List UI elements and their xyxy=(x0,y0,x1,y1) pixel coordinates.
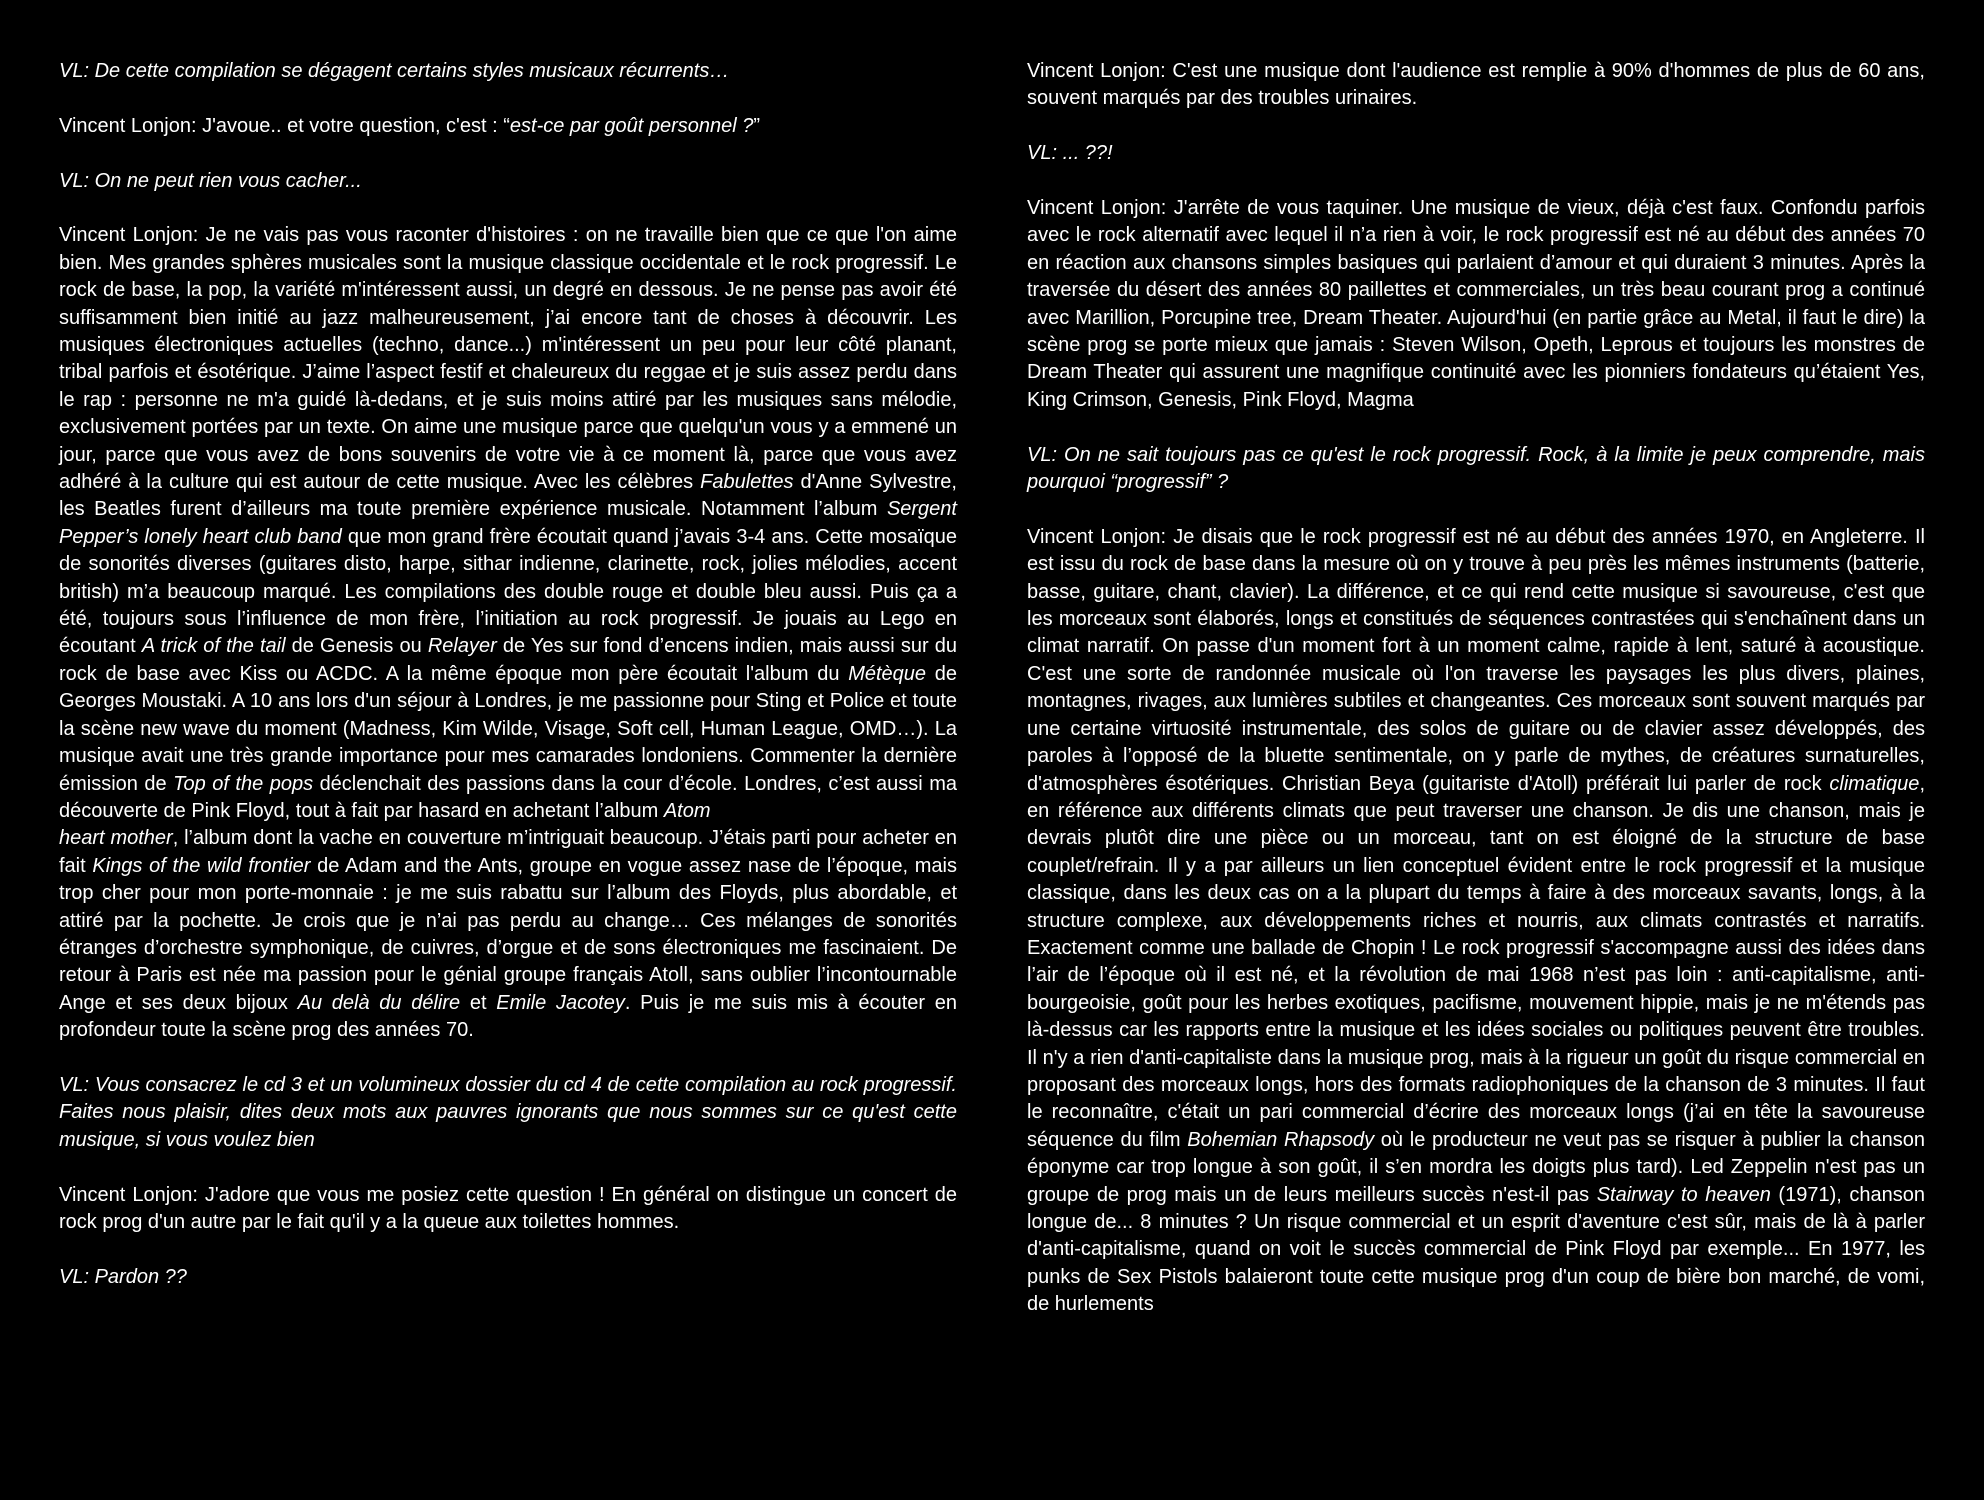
answer-text: J'arrête de vous taquiner. Une musique de vieux, déjà c'est faux. Confondu parfois avec le rock alternatif avec lequel il n’a rien à voir, le rock progressif est né au début des années 70 en réaction aux chansons simples basiques qui parlaient d’amour et qui duraient 3 minutes. Après la traversée du désert des années 80 paillettes et commerciales, un très beau courant prog a continué avec Marillion, Porcupine tree, Dream Theater. Aujourd'hui (en partie grâce au Metal, il faut le dire) la scène prog se porte mieux que jamais : Steven Wilson, Opeth, Leprous et toujours les monstres de Dream Theater qui assurent une magnifique continuité avec les pionniers fondateurs qu’étaient Yes, King Crimson, Genesis, Pink Floyd, Magma xyxy=(1027,197,1925,411)
answer-text: . Puis je me suis mis à écouter en profondeur toute la scène prog des années 70. xyxy=(59,991,958,1042)
interviewee-answer xyxy=(1027,195,1925,414)
italic-title: Kings of the wild frontier xyxy=(92,854,311,877)
italic-title: heart mother xyxy=(59,827,173,850)
answer-text: de Adam and the Ants, groupe en vogue assez nase de l’époque, mais trop cher pour mon porte-monnaie : je me suis rabattu sur l’album des Floyds, plus abordable, et attiré par la pochette. Je crois que je n’ai pas perdu au change… Ces mélanges de sonorités étranges d’orchestre symphonique, de cuivres, d’orgue et de sons électroniques me fascinaient. De retour à Paris est née ma passion pour le génial groupe français Atoll, sans oublier l’incontournable Ange et ses deux bijoux xyxy=(59,854,957,1014)
italic-title: Atom xyxy=(663,799,711,822)
italic-title: Top of the pops xyxy=(173,772,314,795)
question-text: VL: On ne sait toujours pas ce qu'est le rock progressif. Rock, à la limite je peux comprendre, mais pourquoi “progressif” ? xyxy=(1027,443,1925,494)
italic-title: Relayer xyxy=(427,635,497,658)
answer-text: de Georges Moustaki. A 10 ans lors d'un séjour à Londres, je me passionne pour Sting et Police et toute la scène new wave du moment (Madness, Kim Wilde, Visage, Soft cell, Human League, OMD…). La musique avait une très grande importance pour mes camarades londoniens. Commenter la dernière émission de xyxy=(59,662,957,795)
interviewer-question xyxy=(59,168,957,195)
question-text: VL: On ne peut rien vous cacher... xyxy=(59,169,362,192)
answer-text: et xyxy=(460,991,497,1014)
question-text: VL: Vous consacrez le cd 3 et un volumineux dossier du cd 4 de cette compilation au rock progressif. Faites nous plaisir, dites deux mots aux pauvres ignorants que nous sommes sur ce qu'est cette musique, si vous voulez bien xyxy=(59,1073,957,1151)
answer-text: C'est une musique dont l'audience est remplie à 90% d'hommes de plus de 60 ans, souvent marqués par des troubles urinaires. xyxy=(1027,60,1925,110)
answer-text: , l’album dont la vache en couverture m’intriguait beaucoup. J’étais parti pour acheter en fait xyxy=(59,827,957,877)
interviewee-answer xyxy=(59,222,957,1044)
answer-text: Je disais que le rock progressif est né au début des années 1970, en Angleterre. Il est issu du rock de base dans la mesure où on y trouve à peu près les mêmes instruments (batterie, basse, guitare, chant, clavier). La différence, et ce qui rend cette musique si savoureuse, c'est que les morceaux sont élaborés, longs et constitués de séquences contrastées qui s'enchaînent dans un climat narratif. On passe d'un moment fort à un moment calme, rapide à lent, saturé à acoustique. C'est une sorte de randonnée musicale où l'on traverse les paysages les plus divers, plaines, montagnes, rivages, aux lumières subtiles et changeantes. Ces morceaux sont souvent marqués par une certaine virtuosité instrumentale, des solos de guitare ou de clavier assez développés, des paroles à l’opposé de la bluette sentimentale, on y parle de mythes, de créatures surnaturelles, d'atmosphères ésotériques. Christian Beya (guitariste d'Atoll) préférait lui parler de rock xyxy=(1027,525,1925,795)
answer-text: de Yes sur fond d’encens indien, mais aussi sur du rock de base avec Kiss ou ACDC. A la même époque mon père écoutait l'album du xyxy=(59,635,957,685)
interviewee-answer xyxy=(59,113,957,140)
speaker-name: Vincent Lonjon: xyxy=(1027,60,1166,82)
italic-title: Fabulettes xyxy=(700,471,794,494)
answer-text: que mon grand frère écoutait quand j’avais 3-4 ans. Cette mosaïque de sonorités diverses (guitares disto, harpe, sithar indienne, clarinette, rock, jolies mélodies, accent british) m’a beaucoup marqué. Les compilations des double rouge et double bleu aussi. Puis ça a été, toujours sous l’influence de mon frère, l’initiation au rock progressif. Je jouais au Lego en écoutant xyxy=(59,525,957,658)
right-column xyxy=(1027,58,1925,1346)
answer-text: Je ne vais pas vous raconter d'histoires : on ne travaille bien que ce que l'on aime bien. Mes grandes sphères musicales sont la musique classique occidentale et le rock progressif. Le rock de base, la pop, la variété m'intéressent aussi, un degré en dessous. Je ne pense pas avoir été suffisamment bien initié au jazz malheureusement, j’ai encore tant de choses à découvrir. Les musiques électroniques actuelles (techno, dance...) m'intéressent un peu pour leur côté planant, tribal parfois et ésotérique. J’aime l’aspect festif et chaleureux du reggae et je suis assez perdu dans le rap : personne ne m'a guidé là-dedans, et je suis moins attiré par les musiques sans mélodie, exclusivement portées par un texte. On aime une musique parce que quelqu'un vous y a emmené un jour, parce que vous avez de bons souvenirs de votre vie à ce moment là, parce que vous avez adhéré à la culture qui est autour de cette musique. Avec les célèbres xyxy=(59,224,957,494)
speaker-name: Vincent Lonjon: xyxy=(1027,525,1167,548)
italic-text: climatique xyxy=(1829,772,1920,795)
question-text: VL: Pardon ?? xyxy=(59,1265,187,1288)
italic-title: Sergent Pepper’s lonely heart club band xyxy=(59,498,957,548)
interviewer-question xyxy=(59,1264,957,1291)
interviewee-answer xyxy=(59,1182,957,1237)
italic-title: Métèque xyxy=(848,662,927,685)
italic-title: A trick of the tail xyxy=(141,635,286,658)
speaker-name: Vincent Lonjon: xyxy=(59,224,199,247)
question-text: VL: De cette compilation se dégagent certains styles musicaux récurrents… xyxy=(59,60,730,82)
answer-text: déclenchait des passions dans la cour d’école. Londres, c’est aussi ma découverte de Pink Floyd, tout à fait par hasard en achetant l’album xyxy=(59,772,957,822)
italic-title: Stairway to heaven xyxy=(1596,1183,1771,1206)
speaker-name: Vincent Lonjon: xyxy=(1027,197,1167,219)
answer-text: (1971), chanson longue de... 8 minutes ? Un risque commercial et un esprit d'aventure c'est sûr, mais de là à parler d'anti-capitalisme, quand on voit le succès commercial de Pink Floyd par exemple... En 1977, les punks de Sex Pistols balaieront toute cette musique prog d'un coup de bière bon marché, de vomi, de hurlements xyxy=(1027,1183,1925,1316)
answer-text: où le producteur ne veut pas se risquer à publier la chanson éponyme car trop longue à son goût, il s’en mordra les doigts plus tard). Led Zeppelin n'est pas un groupe de prog mais un de leurs meilleurs succès n'est-il pas xyxy=(1027,1128,1925,1206)
italic-text: est-ce par goût personnel ? xyxy=(509,114,754,137)
speaker-name: Vincent Lonjon: xyxy=(59,1183,198,1206)
interviewer-question xyxy=(1027,140,1925,167)
interviewer-question xyxy=(59,58,957,85)
answer-text: de Genesis ou xyxy=(285,635,428,658)
speaker-name: Vincent Lonjon: xyxy=(59,114,197,137)
question-text: VL: ... ??! xyxy=(1027,142,1113,165)
interviewer-question xyxy=(59,1072,957,1154)
left-column xyxy=(59,58,957,1319)
italic-title: Bohemian Rhapsody xyxy=(1187,1128,1375,1151)
italic-title: Emile Jacotey xyxy=(496,991,625,1014)
interviewee-answer xyxy=(1027,524,1925,1319)
interviewee-answer xyxy=(1027,58,1925,113)
answer-text: J'avoue.. et votre question, c'est : “ xyxy=(196,114,510,137)
answer-text: J'adore que vous me posiez cette question ! En général on distingue un concert de rock prog d'un autre par le fait qu'il y a la queue aux toilettes hommes. xyxy=(59,1183,957,1233)
answer-text: d'Anne Sylvestre, les Beatles furent d’ailleurs ma toute première expérience musicale. Notamment l’album xyxy=(59,471,957,521)
interviewer-question xyxy=(1027,442,1925,497)
answer-text: , en référence aux différents climats que peut traverser une chanson. Je dis une chanson, mais je devrais plutôt dire une pièce ou un morceau, tant on est éloigné de la structure de base couplet/refrain. Il y a par ailleurs un lien conceptuel évident entre le rock progressif et la musique classique, dans les deux cas on a la plupart du temps à faire à des morceaux savants, longs, à la structure complexe, aux développements riches et nourris, aux climats contrastés et narratifs. Exactement comme une ballade de Chopin ! Le rock progressif s'accompagne aussi des idées dans l’air de l’époque où il est né, et la révolution de mai 1968 n’est pas loin : anti-capitalisme, anti-bourgeoisie, goût pour les herbes exotiques, pacifisme, mouvement hippie, mais je ne m'étends pas là-dessus car les rapports entre la musique et les idées sociales ou politiques peuvent être troubles. Il n'y a rien d'anti-capitaliste dans la musique prog, mais à la rigueur un goût du risque commercial en proposant des morceaux longs, hors des formats radiophoniques de la chanson de 3 minutes. Il faut le reconnaître, c'était un pari commercial d’écrire des morceaux longs (j’ai en tête la savoureuse séquence du film xyxy=(1027,772,1925,1151)
answer-text: ” xyxy=(753,114,761,137)
italic-title: Au delà du délire xyxy=(297,991,461,1014)
